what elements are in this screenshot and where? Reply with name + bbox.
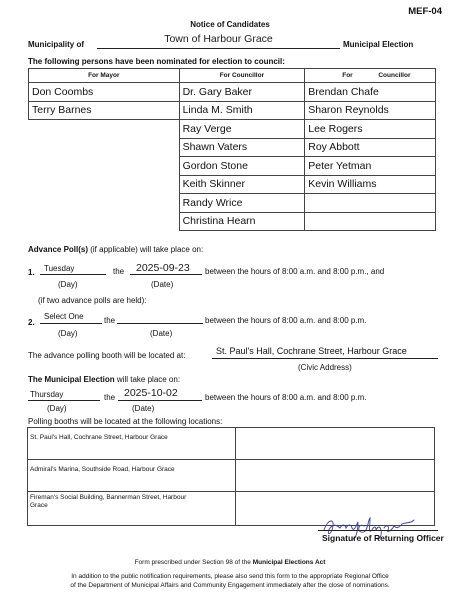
candidates-table	[28, 68, 436, 231]
mayor-cell[interactable]: Terry Barnes	[29, 101, 180, 120]
mayor-cell-empty	[29, 138, 180, 157]
poll-1-day-underline	[40, 274, 106, 275]
booth-cell[interactable]: Admiral's Marina, Southside Road, Harbour Grace	[28, 460, 236, 492]
municipality-suffix: Municipal Election	[343, 40, 414, 49]
poll-1-the: the	[113, 267, 125, 276]
municipal-election-heading	[28, 375, 180, 384]
election-the: the	[104, 393, 116, 402]
councillor-cell[interactable]: Linda M. Smith	[179, 101, 305, 120]
advance-poll-heading-bold: Advance Poll(s)	[28, 245, 89, 254]
header-councillor-label: Councillor	[378, 72, 411, 79]
poll-1-date-underline	[130, 274, 202, 275]
table-row	[29, 212, 436, 231]
table-row	[28, 460, 435, 492]
mayor-cell[interactable]: Don Coombs	[29, 83, 180, 102]
mayor-cell-empty	[29, 175, 180, 194]
table-row	[28, 428, 435, 460]
poll-2-day-caption: (Day)	[58, 329, 78, 338]
councillor-cell[interactable]: Gordon Stone	[179, 157, 305, 176]
election-day-field[interactable]: Thursday	[30, 390, 64, 399]
councillor-cell-empty[interactable]	[305, 194, 436, 213]
header-for-councillor-2	[305, 69, 436, 83]
poll-1-number: 1.	[28, 268, 35, 277]
header-for-councillor: For Councillor	[179, 69, 305, 83]
form-code: MEF-04	[408, 6, 442, 17]
booth-cell[interactable]	[28, 492, 236, 526]
advance-booth-underline	[212, 358, 438, 359]
poll-1-hours: between the hours of 8:00 a.m. and 8:00 p.m., and	[205, 267, 385, 276]
candidates-header-row	[29, 69, 436, 83]
poll-2-the: the	[104, 316, 116, 325]
councillor-cell-empty[interactable]	[305, 212, 436, 231]
councillor-cell[interactable]: Kevin Williams	[305, 175, 436, 194]
booth-line: Grace	[30, 502, 48, 509]
councillor-cell[interactable]: Dr. Gary Baker	[179, 83, 305, 102]
councillor-cell[interactable]: Keith Skinner	[179, 175, 305, 194]
table-row	[29, 101, 436, 120]
advance-booth-caption: (Civic Address)	[298, 363, 352, 372]
mayor-cell-empty	[29, 212, 180, 231]
councillor-cell[interactable]: Randy Wrice	[179, 194, 305, 213]
mayor-cell-empty	[29, 194, 180, 213]
table-row	[29, 194, 436, 213]
footer-act-name: Municipal Elections Act	[252, 559, 326, 566]
election-hours: between the hours of 8:00 a.m. and 8:00 p.m.	[205, 393, 367, 402]
header-for-label: For	[342, 72, 353, 79]
signature-label: Signature of Returning Officer	[322, 533, 444, 543]
municipality-label: Municipality of	[28, 40, 84, 49]
booth-cell[interactable]: St. Paul's Hall, Cochrane Street, Harbour Grace	[28, 428, 236, 460]
poll-2-day-select[interactable]: Select One	[44, 312, 84, 321]
poll-1-date-caption: (Date)	[151, 280, 174, 289]
election-date-field[interactable]: 2025-10-02	[124, 387, 178, 399]
two-polls-note: (if two advance polls are held):	[38, 296, 147, 305]
poll-2-date-caption: (Date)	[150, 329, 173, 338]
booth-cell-empty[interactable]	[235, 460, 434, 492]
booth-line: Fireman's Social Building, Bannerman Street, Harbour	[30, 494, 187, 501]
councillor-cell[interactable]: Christina Hearn	[179, 212, 305, 231]
municipality-field[interactable]: Town of Harbour Grace	[164, 33, 273, 45]
polling-booths-label: Polling booths will be located at the following locations:	[28, 417, 223, 426]
election-date-caption: (Date)	[132, 404, 155, 413]
footer-prescribed-prefix: Form prescribed under Section 98 of the	[134, 559, 253, 566]
poll-1-day-field[interactable]: Tuesday	[44, 264, 75, 273]
table-row	[29, 83, 436, 102]
poll-1-date-field[interactable]: 2025-09-23	[136, 262, 190, 274]
signature-underline	[318, 530, 438, 531]
table-row	[29, 120, 436, 139]
poll-1-day-caption: (Day)	[58, 280, 78, 289]
nominated-heading: The following persons have been nominated for election to council:	[28, 57, 285, 66]
table-row	[29, 157, 436, 176]
municipality-underline	[97, 48, 340, 49]
election-date-underline	[118, 400, 202, 401]
footer-note-line-2: of the Department of Municipal Affairs and Community Engagement immediately after the close of nominations.	[70, 582, 390, 589]
booth-cell-empty[interactable]	[235, 428, 434, 460]
table-row	[29, 138, 436, 157]
poll-2-day-underline	[40, 323, 102, 324]
footer-prescribed	[0, 559, 460, 566]
poll-2-date-underline	[117, 323, 203, 324]
page-title: Notice of Candidates	[190, 20, 270, 29]
councillor-cell[interactable]: Sharon Reynolds	[305, 101, 436, 120]
header-for-mayor: For Mayor	[29, 69, 180, 83]
table-row	[29, 175, 436, 194]
councillor-cell[interactable]: Roy Abbott	[305, 138, 436, 157]
poll-2-hours: between the hours of 8:00 a.m. and 8:00 p.m.	[205, 316, 367, 325]
councillor-cell[interactable]: Ray Verge	[179, 120, 305, 139]
municipal-election-heading-rest: will take place on:	[114, 375, 181, 384]
councillor-cell[interactable]: Lee Rogers	[305, 120, 436, 139]
election-day-underline	[28, 400, 100, 401]
election-day-caption: (Day)	[47, 404, 67, 413]
councillor-cell[interactable]: Brendan Chafe	[305, 83, 436, 102]
mayor-cell-empty	[29, 157, 180, 176]
councillor-cell[interactable]: Peter Yetman	[305, 157, 436, 176]
mayor-cell-empty	[29, 120, 180, 139]
advance-booth-label: The advance polling booth will be located at:	[28, 351, 186, 360]
councillor-cell[interactable]: Shawn Vaters	[179, 138, 305, 157]
advance-poll-heading-rest: (if applicable) will take place on:	[88, 245, 204, 254]
footer-note-line-1: In addition to the public notification requirements, please also send this form to the appropriate Regional Office	[71, 573, 389, 580]
advance-poll-heading	[28, 245, 203, 254]
poll-2-number: 2.	[28, 318, 35, 327]
advance-booth-field[interactable]: St. Paul's Hall, Cochrane Street, Harbour Grace	[216, 346, 407, 356]
municipal-election-heading-bold: The Municipal Election	[28, 375, 115, 384]
